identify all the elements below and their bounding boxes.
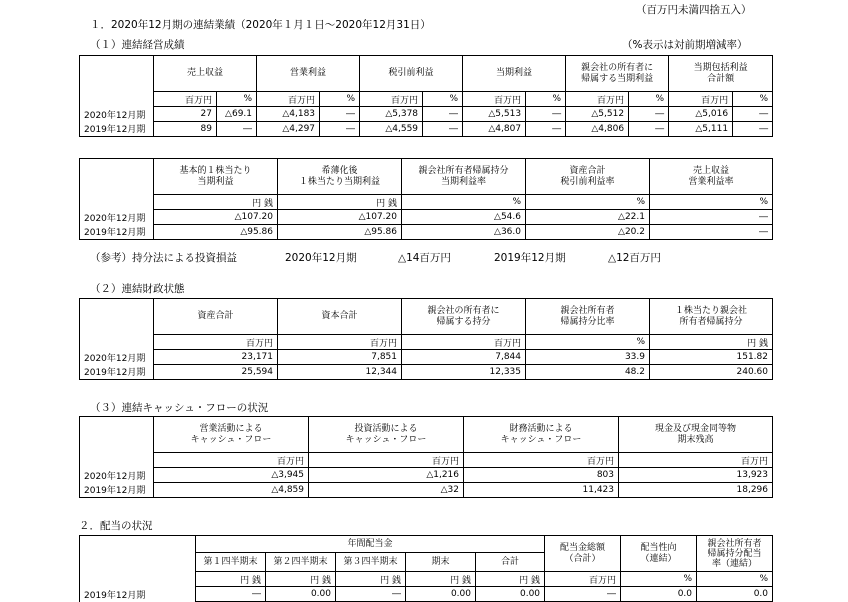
data-cell: 13,923: [619, 468, 773, 483]
data-cell: △4,807: [463, 122, 526, 137]
data-cell: △4,806: [566, 122, 629, 137]
financial-position-table: [79, 298, 773, 380]
unit-cell: 円 銭: [154, 195, 278, 210]
header-q1: 第１四半期末: [196, 553, 266, 572]
header-total-dividends: 配当金総額 （合計）: [545, 536, 621, 572]
data-cell: 7,851: [278, 350, 402, 365]
data-cell: 18,296: [619, 483, 773, 498]
data-cell: 27: [154, 107, 217, 122]
corner-cell: [80, 56, 154, 92]
header-pretax-profit: 税引前利益: [360, 56, 463, 92]
unit-cell: %: [402, 195, 526, 210]
subsection-cash-flows: （３）連結キャッシュ・フローの状況: [90, 402, 269, 414]
table-row: [80, 587, 773, 602]
dividends-table: [79, 535, 773, 602]
unit-cell: %: [526, 92, 566, 107]
row-label: 2019年12月期: [80, 122, 154, 137]
cash-flow-table: [79, 416, 773, 498]
data-cell: 0.0: [621, 587, 697, 602]
percent-note: （%表示は対前期増減率）: [622, 39, 748, 51]
header-roe: 親会社所有者帰属持分 当期利益率: [402, 159, 526, 195]
unit-cell: %: [697, 572, 773, 587]
unit-cell: 百万円: [463, 92, 526, 107]
data-cell: △5,016: [669, 107, 733, 122]
reference-period-2: 2019年12月期: [494, 252, 566, 264]
header-operating-profit: 営業利益: [257, 56, 360, 92]
data-cell: 48.2: [526, 365, 650, 380]
row-label: 2019年12月期: [80, 365, 154, 380]
unit-cell: 円 銭: [476, 572, 545, 587]
row-label: 2019年12月期: [80, 225, 154, 240]
unit-cell: %: [526, 335, 650, 350]
header-row: [80, 56, 773, 92]
header-basic-eps: 基本的１株当たり 当期利益: [154, 159, 278, 195]
data-cell: ―: [196, 587, 266, 602]
table-row: [80, 210, 773, 225]
reference-value-2: △12百万円: [608, 252, 661, 264]
data-cell: △5,111: [669, 122, 733, 137]
data-cell: ―: [423, 122, 463, 137]
header-diluted-eps: 希薄化後 １株当たり当期利益: [278, 159, 402, 195]
unit-cell: 百万円: [464, 453, 619, 468]
header-annual-dividends: 年間配当金: [196, 536, 545, 553]
reference-label: （参考）持分法による投資損益: [90, 252, 237, 264]
data-cell: △4,859: [154, 483, 309, 498]
unit-row: [80, 453, 773, 468]
data-cell: 33.9: [526, 350, 650, 365]
unit-cell: 百万円: [154, 453, 309, 468]
data-cell: △54.6: [402, 210, 526, 225]
unit-cell: 百万円: [545, 572, 621, 587]
unit-cell: 百万円: [619, 453, 773, 468]
row-label: 2020年12月期: [80, 468, 154, 483]
row-label: 2020年12月期: [80, 210, 154, 225]
data-cell: 0.0: [697, 587, 773, 602]
data-cell: ―: [526, 122, 566, 137]
table-row: [80, 225, 773, 240]
unit-cell: 百万円: [309, 453, 464, 468]
unit-cell: %: [621, 572, 697, 587]
unit-cell: 百万円: [154, 92, 217, 107]
table-row: [80, 483, 773, 498]
unit-cell: 百万円: [278, 335, 402, 350]
reference-value-1: △14百万円: [398, 252, 451, 264]
unit-cell: %: [733, 92, 773, 107]
unit-row: [80, 335, 773, 350]
data-cell: 23,171: [154, 350, 278, 365]
header-roa: 資産合計 税引前利益率: [526, 159, 650, 195]
operating-results-table: [79, 55, 773, 137]
header-financing-cf: 財務活動による キャッシュ・フロー: [464, 417, 619, 453]
reference-period-1: 2020年12月期: [285, 252, 357, 264]
table-row: [80, 365, 773, 380]
header-q2: 第２四半期末: [266, 553, 336, 572]
header-comprehensive-income: 当期包括利益 合計額: [669, 56, 773, 92]
per-share-table: [79, 158, 773, 240]
unit-cell: 百万円: [257, 92, 320, 107]
row-label: 2019年12月期: [80, 483, 154, 498]
unit-cell: 円 銭: [406, 572, 476, 587]
data-cell: △32: [309, 483, 464, 498]
data-cell: 25,594: [154, 365, 278, 380]
data-cell: 89: [154, 122, 217, 137]
subsection-operating-results: （１）連結経営成績: [90, 39, 185, 51]
unit-cell: %: [629, 92, 669, 107]
unit-cell: %: [650, 195, 773, 210]
unit-cell: 円 銭: [336, 572, 406, 587]
data-cell: △22.1: [526, 210, 650, 225]
header-operating-cf: 営業活動による キャッシュ・フロー: [154, 417, 309, 453]
data-cell: △20.2: [526, 225, 650, 240]
data-cell: △1,216: [309, 468, 464, 483]
header-q3: 第３四半期末: [336, 553, 406, 572]
section-heading-results: １．2020年12月期の連結業績（2020年１月１日～2020年12月31日）: [90, 19, 431, 31]
header-equity-ratio: 親会社所有者 帰属持分比率: [526, 299, 650, 335]
data-cell: 0.00: [266, 587, 336, 602]
header-row: [80, 299, 773, 335]
section-heading-dividends: ２．配当の状況: [79, 520, 153, 532]
subsection-financial-position: （２）連結財政状態: [90, 283, 185, 295]
data-cell: 12,344: [278, 365, 402, 380]
data-cell: △5,378: [360, 107, 423, 122]
row-label: 2020年12月期: [80, 350, 154, 365]
unit-cell: 円 銭: [196, 572, 266, 587]
data-cell: ―: [320, 122, 360, 137]
data-cell: ―: [336, 587, 406, 602]
data-cell: △4,183: [257, 107, 320, 122]
unit-cell: %: [423, 92, 463, 107]
header-owners-profit: 親会社の所有者に 帰属する当期利益: [566, 56, 669, 92]
data-cell: △107.20: [278, 210, 402, 225]
data-cell: ―: [733, 107, 773, 122]
header-row: [80, 417, 773, 453]
data-cell: ―: [650, 210, 773, 225]
unit-cell: 百万円: [154, 335, 278, 350]
data-cell: 11,423: [464, 483, 619, 498]
data-cell: 151.82: [650, 350, 773, 365]
group-header-row: [80, 536, 773, 553]
data-cell: △107.20: [154, 210, 278, 225]
unit-row: [80, 92, 773, 107]
data-cell: 0.00: [406, 587, 476, 602]
data-cell: △4,297: [257, 122, 320, 137]
data-cell: 240.60: [650, 365, 773, 380]
header-payout-ratio: 配当性向 （連結）: [621, 536, 697, 572]
data-cell: △95.86: [278, 225, 402, 240]
unit-row: [80, 572, 773, 587]
unit-cell: 円 銭: [278, 195, 402, 210]
unit-cell: 円 銭: [650, 335, 773, 350]
data-cell: ―: [629, 122, 669, 137]
data-cell: ―: [423, 107, 463, 122]
data-cell: ―: [650, 225, 773, 240]
header-total: 合計: [476, 553, 545, 572]
data-cell: 7,844: [402, 350, 526, 365]
table-row: [80, 350, 773, 365]
unit-cell: %: [320, 92, 360, 107]
unit-cell: 百万円: [566, 92, 629, 107]
header-bps: １株当たり親会社 所有者帰属持分: [650, 299, 773, 335]
data-cell: ―: [545, 587, 621, 602]
header-revenue: 売上収益: [154, 56, 257, 92]
header-net-profit: 当期利益: [463, 56, 566, 92]
header-doe: 親会社所有者 帰属持分配当 率（連結）: [697, 536, 773, 572]
data-cell: ―: [629, 107, 669, 122]
unit-cell: %: [217, 92, 257, 107]
data-cell: △36.0: [402, 225, 526, 240]
table-row: [80, 107, 773, 122]
header-operating-margin: 売上収益 営業利益率: [650, 159, 773, 195]
data-cell: △4,559: [360, 122, 423, 137]
data-cell: ―: [733, 122, 773, 137]
header-cash-balance: 現金及び現金同等物 期末残高: [619, 417, 773, 453]
unit-cell: 百万円: [402, 335, 526, 350]
data-cell: ―: [526, 107, 566, 122]
header-investing-cf: 投資活動による キャッシュ・フロー: [309, 417, 464, 453]
data-cell: ―: [320, 107, 360, 122]
data-cell: △3,945: [154, 468, 309, 483]
unit-cell: 円 銭: [266, 572, 336, 587]
rounding-note: （百万円未満四捨五入）: [636, 4, 752, 16]
header-owners-equity: 親会社の所有者に 帰属する持分: [402, 299, 526, 335]
unit-cell: 百万円: [360, 92, 423, 107]
header-total-assets: 資産合計: [154, 299, 278, 335]
unit-row: [80, 195, 773, 210]
data-cell: △5,513: [463, 107, 526, 122]
data-cell: 803: [464, 468, 619, 483]
header-total-equity: 資本合計: [278, 299, 402, 335]
data-cell: ―: [217, 122, 257, 137]
table-row: [80, 122, 773, 137]
data-cell: 12,335: [402, 365, 526, 380]
unit-cell: %: [526, 195, 650, 210]
header-year-end: 期末: [406, 553, 476, 572]
data-cell: 0.00: [476, 587, 545, 602]
data-cell: △95.86: [154, 225, 278, 240]
data-cell: △69.1: [217, 107, 257, 122]
header-row: [80, 159, 773, 195]
row-label: 2020年12月期: [80, 107, 154, 122]
table-row: [80, 468, 773, 483]
unit-cell: 百万円: [669, 92, 733, 107]
data-cell: △5,512: [566, 107, 629, 122]
row-label: 2019年12月期: [80, 587, 196, 602]
